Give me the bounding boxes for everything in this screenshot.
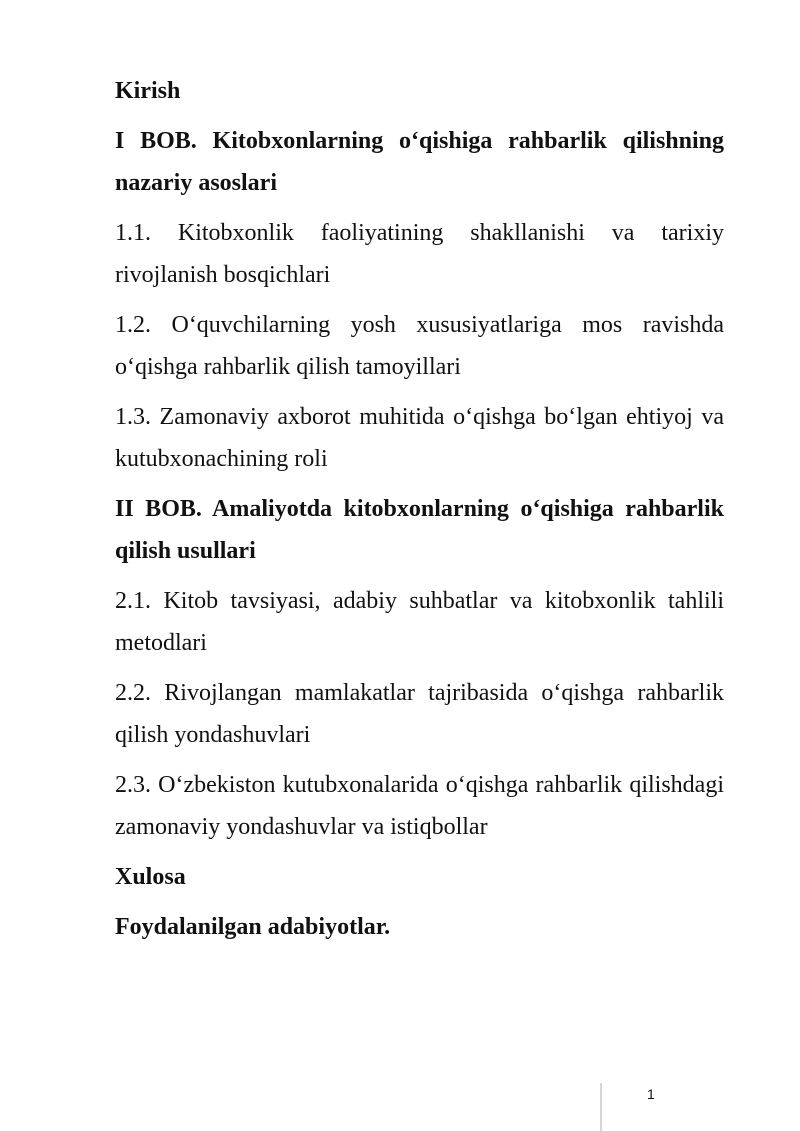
toc-section-1-2: 1.2. O‘quvchilarning yosh xususiyatlariga mos ravishda o‘qishga rahbarlik qilish tamoyillari xyxy=(115,312,724,380)
toc-section-1-3: 1.3. Zamonaviy axborot muhitida o‘qishga bo‘lgan ehtiyoj va kutubxonachining roli xyxy=(115,404,724,472)
footer-divider xyxy=(600,1083,602,1131)
toc-section-1-1: 1.1. Kitobxonlik faoliyatining shakllanishi va tarixiy rivojlanish bosqichlari xyxy=(115,220,724,288)
toc-chapter-1: I BOB. Kitobxonlarning o‘qishiga rahbarlik qilishning nazariy asoslari xyxy=(115,128,724,196)
toc-conclusion: Xulosa xyxy=(115,864,186,890)
toc-section-2-3: 2.3. O‘zbekiston kutubxonalarida o‘qishga rahbarlik qilishdagi zamonaviy yondashuvlar va istiqbollar xyxy=(115,772,724,840)
toc-section-2-2: 2.2. Rivojlangan mamlakatlar tajribasida o‘qishga rahbarlik qilish yondashuvlari xyxy=(115,680,724,748)
toc-section-2-1: 2.1. Kitob tavsiyasi, adabiy suhbatlar va kitobxonlik tahlili metodlari xyxy=(115,588,724,656)
toc-references: Foydalanilgan adabiyotlar. xyxy=(115,914,391,940)
toc-chapter-2: II BOB. Amaliyotda kitobxonlarning o‘qishiga rahbarlik qilish usullari xyxy=(115,496,724,564)
page-number: 1 xyxy=(647,1086,655,1102)
toc-introduction: Kirish xyxy=(115,78,181,104)
